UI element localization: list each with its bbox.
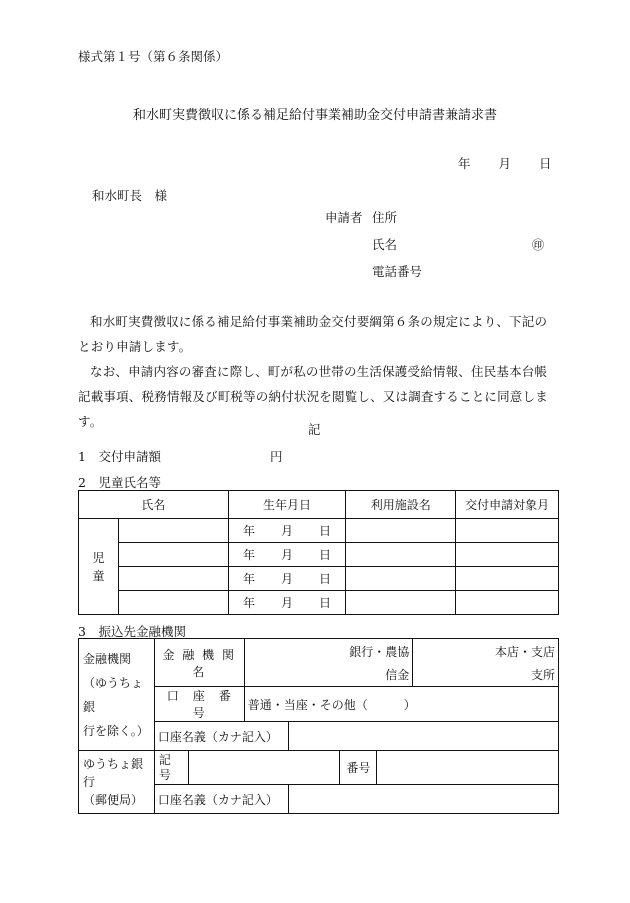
account-types[interactable]: 普通・当座・その他（ ）	[244, 687, 558, 722]
seal-mark: ㊞	[532, 238, 545, 252]
facility-cell[interactable]	[346, 591, 456, 615]
child-name-cell[interactable]	[118, 519, 228, 543]
form-number: 様式第１号（第６条関係）	[78, 49, 229, 64]
kigo-label: 記 号	[154, 751, 188, 785]
bank-types-bottom[interactable]: 信金	[244, 664, 413, 687]
section-2-label: 2 児童氏名等	[78, 475, 161, 490]
postal-bank-label: ゆうちょ銀行 （郵便局）	[79, 751, 155, 814]
postal-kigo-row	[79, 751, 559, 785]
bank-name-row-top	[79, 639, 559, 664]
birthdate-cell[interactable]: 年 月 日	[228, 543, 346, 567]
facility-cell[interactable]	[346, 543, 456, 567]
child-name-cell[interactable]	[118, 543, 228, 567]
bank-table	[78, 638, 559, 814]
kigo-input[interactable]	[188, 751, 340, 785]
yen-unit: 円	[270, 449, 283, 464]
children-table	[78, 490, 559, 615]
target-month-cell[interactable]	[456, 543, 559, 567]
bank-types-top[interactable]: 銀行・農協	[244, 639, 413, 664]
target-month-cell[interactable]	[456, 567, 559, 591]
table-row	[79, 543, 559, 567]
account-holder-input[interactable]	[288, 722, 558, 751]
ki-heading: 記	[308, 422, 321, 437]
header-birthdate: 生年月日	[228, 491, 346, 519]
year-label: 年	[458, 156, 471, 171]
section-1-label: 1 交付申請額	[78, 449, 161, 464]
target-month-cell[interactable]	[456, 591, 559, 615]
postal-account-holder-label: 口座名義（カナ記入）	[154, 785, 288, 814]
day-label: 日	[539, 156, 552, 171]
table-row	[79, 519, 559, 543]
phone-label: 電話番号	[372, 264, 423, 279]
name-label: 氏名	[372, 237, 398, 252]
address-label: 住所	[372, 210, 398, 225]
account-holder-label: 口座名義（カナ記入）	[154, 722, 288, 751]
postal-account-holder-input[interactable]	[288, 785, 558, 814]
header-target-month: 交付申請対象月	[456, 491, 559, 519]
child-name-cell[interactable]	[118, 567, 228, 591]
birthdate-cell[interactable]: 年 月 日	[228, 519, 346, 543]
branch-top[interactable]: 本店・支店	[413, 639, 559, 664]
paragraph-2: なお、申請内容の審査に際し、町が私の世帯の生活保護受給情報、住民基本台帳記載事項、税務情報及び町税等の納付状況を閲覧し、又は調査することに同意します。	[78, 364, 548, 429]
facility-cell[interactable]	[346, 567, 456, 591]
header-name: 氏名	[79, 491, 229, 519]
account-number-label: 口 座 番 号	[154, 687, 244, 722]
addressee: 和水町長 様	[92, 188, 168, 203]
table-row	[79, 567, 559, 591]
table-row	[79, 591, 559, 615]
financial-institution-label: 金融機関 （ゆうちょ銀 行を除く。）	[79, 639, 155, 751]
bank-name-label: 金 融 機 関 名	[154, 639, 244, 687]
bangou-label: 番号	[340, 751, 377, 785]
document-title: 和水町実費徴収に係る補足給付事業補助金交付申請書兼請求書	[132, 108, 497, 123]
bangou-input[interactable]	[377, 751, 559, 785]
children-table-header	[79, 491, 559, 519]
birthdate-cell[interactable]: 年 月 日	[228, 567, 346, 591]
children-row-label: 児 童	[79, 519, 119, 615]
date-line	[458, 154, 552, 172]
birthdate-cell[interactable]: 年 月 日	[228, 591, 346, 615]
paragraph-1: 和水町実費徴収に係る補足給付事業補助金交付要綱第６条の規定により、下記のとおり申請します。	[78, 314, 548, 354]
header-facility: 利用施設名	[346, 491, 456, 519]
branch-bottom[interactable]: 支所	[413, 664, 559, 687]
section-3-label: 3 振込先金融機関	[78, 624, 186, 639]
target-month-cell[interactable]	[456, 519, 559, 543]
child-name-cell[interactable]	[118, 591, 228, 615]
applicant-label: 申請者	[325, 210, 363, 225]
month-label: 月	[498, 156, 512, 171]
facility-cell[interactable]	[346, 519, 456, 543]
body-text	[78, 309, 552, 434]
